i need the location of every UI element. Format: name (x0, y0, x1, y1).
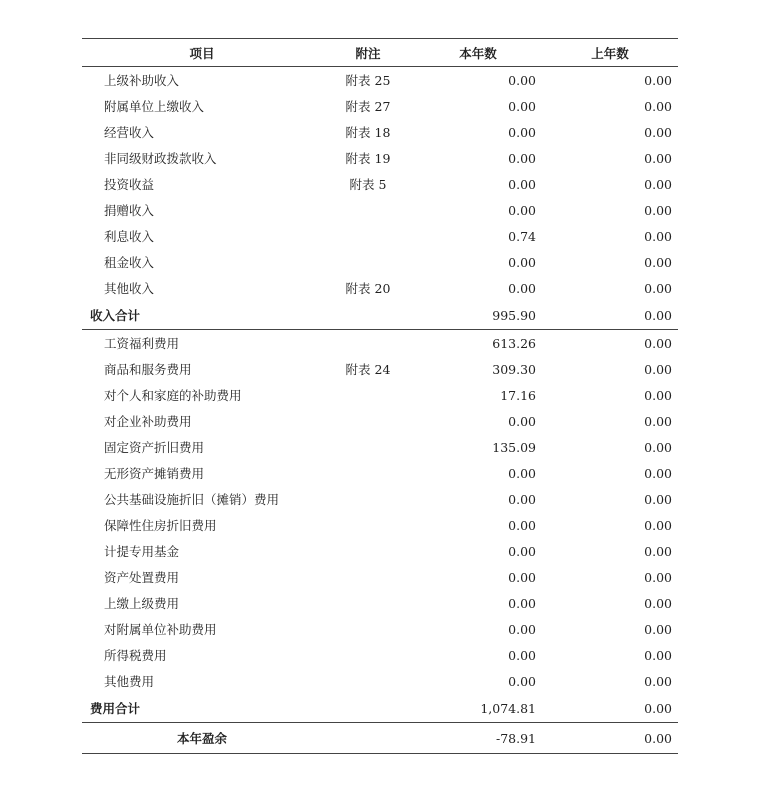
item-name: 其他费用 (104, 674, 155, 689)
expense-row (82, 382, 678, 408)
expense-section (82, 330, 678, 694)
income-row (82, 223, 678, 249)
current-year-value: 613.26 (492, 335, 536, 351)
expense-row (82, 590, 678, 616)
income-row (82, 171, 678, 197)
item-name: 对企业补助费用 (104, 414, 192, 429)
current-year-value: 0.00 (508, 517, 536, 533)
current-year-value: 0.00 (508, 621, 536, 637)
item-note: 附表 18 (345, 125, 391, 140)
expense-row (82, 616, 678, 642)
current-year-value: 0.00 (508, 647, 536, 663)
previous-year-value: 0.00 (644, 621, 672, 637)
previous-year-value: 0.00 (644, 361, 672, 377)
item-name: 固定资产折旧费用 (104, 440, 205, 455)
item-name: 商品和服务费用 (104, 362, 192, 377)
item-note: 附表 24 (345, 362, 391, 377)
expense-row (82, 564, 678, 590)
current-year-value: 0.00 (508, 202, 536, 218)
income-row (82, 93, 678, 119)
expense-total-previous: 0.00 (644, 700, 672, 716)
previous-year-value: 0.00 (644, 280, 672, 296)
item-note: 附表 5 (349, 177, 387, 192)
current-year-value: 309.30 (492, 361, 536, 377)
item-note: 附表 19 (345, 151, 391, 166)
income-row (82, 249, 678, 275)
surplus-current: -78.91 (495, 730, 536, 746)
item-name: 工资福利费用 (104, 336, 180, 351)
previous-year-value: 0.00 (644, 673, 672, 689)
income-total-current: 995.90 (492, 307, 536, 323)
current-year-value: 0.00 (508, 150, 536, 166)
current-year-value: 0.74 (508, 228, 536, 244)
previous-year-value: 0.00 (644, 439, 672, 455)
income-total-previous: 0.00 (644, 307, 672, 323)
current-year-value: 0.00 (508, 673, 536, 689)
previous-year-value: 0.00 (644, 335, 672, 351)
income-total-row (82, 301, 678, 330)
previous-year-value: 0.00 (644, 254, 672, 270)
income-total-label: 收入合计 (90, 308, 141, 323)
previous-year-value: 0.00 (644, 465, 672, 481)
current-year-value: 0.00 (508, 413, 536, 429)
expense-row (82, 434, 678, 460)
item-name: 捐赠收入 (104, 203, 155, 218)
item-name: 计提专用基金 (104, 544, 180, 559)
table-header (82, 39, 678, 67)
item-name: 利息收入 (104, 229, 155, 244)
expense-row (82, 642, 678, 668)
income-row (82, 67, 678, 93)
expense-row (82, 460, 678, 486)
previous-year-value: 0.00 (644, 202, 672, 218)
item-note: 附表 25 (345, 73, 391, 88)
expense-row (82, 486, 678, 512)
item-name: 非同级财政拨款收入 (104, 151, 217, 166)
item-name: 无形资产摊销费用 (104, 466, 205, 481)
current-year-value: 0.00 (508, 254, 536, 270)
item-name: 附属单位上缴收入 (104, 99, 205, 114)
previous-year-value: 0.00 (644, 647, 672, 663)
previous-year-value: 0.00 (644, 387, 672, 403)
previous-year-value: 0.00 (644, 150, 672, 166)
expense-row (82, 356, 678, 382)
surplus-label: 本年盈余 (177, 731, 228, 746)
income-row (82, 197, 678, 223)
previous-year-value: 0.00 (644, 176, 672, 192)
item-name: 投资收益 (104, 177, 155, 192)
surplus-previous: 0.00 (644, 730, 672, 746)
current-year-value: 0.00 (508, 280, 536, 296)
current-year-value: 0.00 (508, 595, 536, 611)
previous-year-value: 0.00 (644, 491, 672, 507)
item-name: 公共基础设施折旧（摊销）费用 (104, 492, 280, 507)
expense-row (82, 538, 678, 564)
previous-year-value: 0.00 (644, 595, 672, 611)
item-name: 资产处置费用 (104, 570, 180, 585)
item-name: 保障性住房折旧费用 (104, 518, 217, 533)
current-year-value: 0.00 (508, 124, 536, 140)
income-row (82, 119, 678, 145)
income-row (82, 145, 678, 171)
previous-year-value: 0.00 (644, 569, 672, 585)
previous-year-value: 0.00 (644, 543, 672, 559)
previous-year-value: 0.00 (644, 413, 672, 429)
expense-row (82, 668, 678, 694)
header-note: 附注 (355, 45, 381, 61)
current-year-value: 0.00 (508, 72, 536, 88)
surplus-row (82, 723, 678, 754)
current-year-value: 0.00 (508, 491, 536, 507)
expense-row (82, 330, 678, 356)
previous-year-value: 0.00 (644, 98, 672, 114)
header-current-year: 本年数 (459, 45, 497, 61)
item-note: 附表 27 (345, 99, 391, 114)
item-name: 所得税费用 (104, 648, 167, 663)
current-year-value: 0.00 (508, 465, 536, 481)
previous-year-value: 0.00 (644, 517, 672, 533)
current-year-value: 0.00 (508, 569, 536, 585)
expense-total-label: 费用合计 (90, 701, 141, 716)
current-year-value: 0.00 (508, 543, 536, 559)
previous-year-value: 0.00 (644, 228, 672, 244)
item-note: 附表 20 (345, 281, 391, 296)
item-name: 上级补助收入 (104, 73, 180, 88)
expense-row (82, 408, 678, 434)
income-row (82, 275, 678, 301)
previous-year-value: 0.00 (644, 72, 672, 88)
income-section (82, 67, 678, 301)
income-expense-table (82, 38, 678, 754)
item-name: 对个人和家庭的补助费用 (104, 388, 242, 403)
item-name: 上缴上级费用 (104, 596, 180, 611)
expense-row (82, 512, 678, 538)
expense-total-current: 1,074.81 (480, 700, 536, 716)
expense-total-row (82, 694, 678, 723)
previous-year-value: 0.00 (644, 124, 672, 140)
item-name: 经营收入 (104, 125, 155, 140)
header-item: 项目 (189, 45, 215, 61)
item-name: 对附属单位补助费用 (104, 622, 217, 637)
item-name: 其他收入 (104, 281, 155, 296)
header-previous-year: 上年数 (591, 45, 629, 61)
current-year-value: 0.00 (508, 176, 536, 192)
current-year-value: 135.09 (492, 439, 536, 455)
current-year-value: 0.00 (508, 98, 536, 114)
item-name: 租金收入 (104, 255, 155, 270)
current-year-value: 17.16 (500, 387, 536, 403)
